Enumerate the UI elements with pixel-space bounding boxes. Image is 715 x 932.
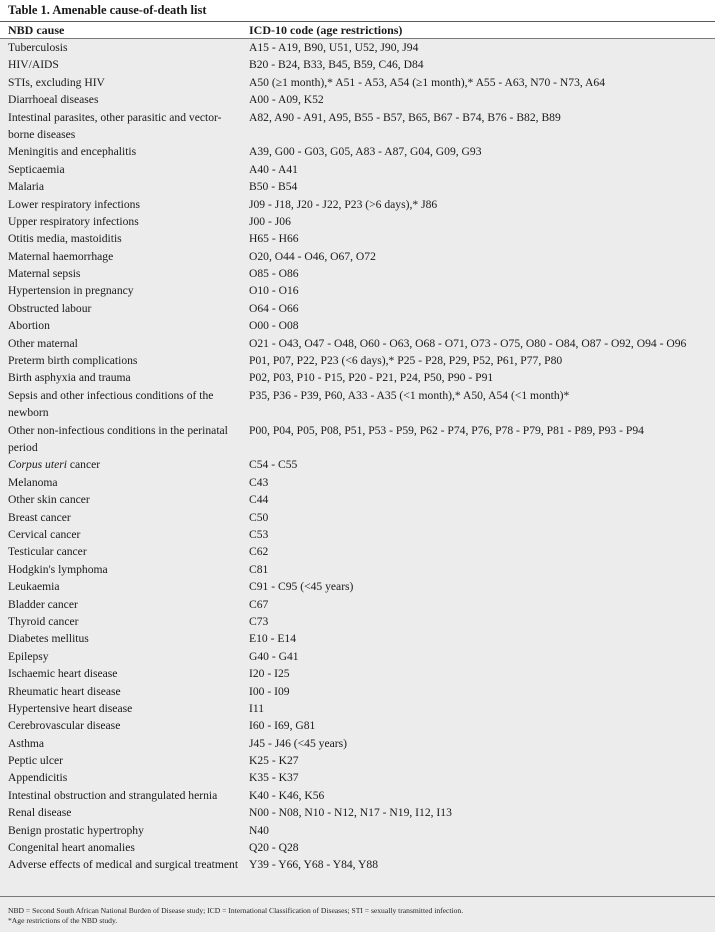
cause-cell: Birth asphyxia and trauma (8, 371, 131, 385)
cause-cell: STIs, excluding HIV (8, 75, 105, 89)
cause-cell: Diabetes mellitus (8, 632, 89, 646)
table-row (0, 56, 715, 73)
code-cell: N40 (249, 823, 269, 837)
table-row (0, 335, 715, 352)
table-row (0, 683, 715, 700)
cause-cell: Adverse effects of medical and surgical treatment (8, 858, 239, 872)
cause-cell: Renal disease (8, 806, 72, 820)
cause-cell (8, 456, 244, 473)
cause-cell: Congenital heart anomalies (8, 841, 135, 855)
table-row (0, 752, 715, 769)
code-cell: G40 - G41 (249, 649, 299, 663)
table-row (0, 248, 715, 265)
cause-cell: Melanoma (8, 475, 58, 489)
table-row (0, 787, 715, 804)
table-row (0, 700, 715, 717)
code-cell: I60 - I69, G81 (249, 719, 316, 733)
cause-cell: Upper respiratory infections (8, 214, 139, 228)
code-cell: B20 - B24, B33, B45, B59, C46, D84 (249, 58, 424, 72)
table-row (0, 491, 715, 508)
table-row (0, 735, 715, 752)
table-row (0, 822, 715, 839)
code-cell: O00 - O08 (249, 319, 299, 333)
code-cell: I20 - I25 (249, 667, 290, 681)
cause-cell: Leukaemia (8, 580, 60, 594)
cause-cell: Malaria (8, 180, 45, 194)
table-row (0, 300, 715, 317)
code-cell: K25 - K27 (249, 754, 299, 768)
cause-cell: Other maternal (8, 336, 78, 350)
table-row (0, 613, 715, 630)
code-cell: C50 (249, 510, 269, 524)
table-row (0, 265, 715, 282)
code-cell: P01, P07, P22, P23 (<6 days),* P25 - P28, P29, P52, P61, P77, P80 (249, 354, 563, 368)
code-cell: A15 - A19, B90, U51, U52, J90, J94 (249, 41, 419, 54)
cause-cell: Maternal haemorrhage (8, 249, 114, 263)
table-row (0, 578, 715, 595)
table-body (0, 39, 715, 891)
table-row (0, 596, 715, 613)
code-cell: C91 - C95 (<45 years) (249, 580, 354, 594)
code-cell: N00 - N08, N10 - N12, N17 - N19, I12, I13 (249, 806, 452, 820)
cause-cell: HIV/AIDS (8, 58, 59, 72)
table-row (0, 282, 715, 299)
cause-cell: Otitis media, mastoiditis (8, 232, 122, 246)
code-cell: O64 - O66 (249, 301, 299, 315)
table-row (0, 648, 715, 665)
table-row (0, 526, 715, 543)
table-row (0, 161, 715, 178)
footer-rule (0, 896, 715, 897)
code-cell: A00 - A09, K52 (249, 93, 324, 107)
table-row (0, 143, 715, 160)
cause-rest: cancer (66, 458, 101, 472)
cause-cell: Intestinal obstruction and strangulated hernia (8, 788, 218, 802)
table-row (0, 74, 715, 91)
code-cell: E10 - E14 (249, 632, 297, 646)
code-cell: J09 - J18, J20 - J22, P23 (>6 days),* J86 (249, 197, 438, 211)
code-cell: H65 - H66 (249, 232, 299, 246)
table-row (0, 474, 715, 491)
cause-cell: Maternal sepsis (8, 267, 81, 281)
table-row (0, 317, 715, 334)
cause-cell: Appendicitis (8, 771, 68, 785)
code-cell: C53 (249, 527, 269, 541)
footnote-abbreviations: NBD = Second South African National Burden of Disease study; ICD = International Classification of Diseases; STI = sexually transmitted infection. (8, 906, 464, 915)
cause-cell: Lower respiratory infections (8, 197, 140, 211)
code-cell: B50 - B54 (249, 180, 298, 194)
header-cause: NBD cause (8, 23, 65, 37)
table-row (0, 665, 715, 682)
cause-cell: Other skin cancer (8, 493, 90, 507)
code-cell: P00, P04, P05, P08, P51, P53 - P59, P62 - P74, P76, P78 - P79, P81 - P89, P93 - P94 (249, 423, 644, 437)
cause-cell: Hodgkin's lymphoma (8, 562, 108, 576)
footnotes (8, 906, 708, 926)
cause-italic: Corpus uteri (8, 458, 67, 472)
code-cell: C67 (249, 597, 269, 611)
table-row (0, 456, 715, 473)
cause-cell: Preterm birth complications (8, 354, 138, 368)
code-cell: C43 (249, 475, 269, 489)
code-cell: O21 - O43, O47 - O48, O60 - O63, O68 - O71, O73 - O75, O80 - O84, O87 - O92, O94 - O96 (249, 336, 687, 350)
code-cell: A40 - A41 (249, 162, 298, 176)
table-row (0, 543, 715, 560)
cause-cell: Other non-infectious conditions in the perinatal period (8, 423, 228, 455)
cause-cell: Hypertensive heart disease (8, 701, 133, 715)
cause-cell: Ischaemic heart disease (8, 667, 118, 681)
code-cell: C62 (249, 545, 269, 559)
code-cell: P35, P36 - P39, P60, A33 - A35 (<1 month),* A50, A54 (<1 month)* (249, 388, 570, 402)
code-cell: O20, O44 - O46, O67, O72 (249, 249, 376, 263)
code-cell: I00 - I09 (249, 684, 290, 698)
table-row (0, 230, 715, 247)
code-cell: I11 (249, 701, 265, 715)
cause-cell: Diarrhoeal diseases (8, 93, 99, 107)
cause-cell: Abortion (8, 319, 50, 333)
table-row (0, 839, 715, 856)
table-row (0, 856, 715, 891)
cause-cell: Obstructed labour (8, 301, 92, 315)
code-cell: K35 - K37 (249, 771, 299, 785)
code-cell: C73 (249, 614, 269, 628)
table-row (0, 39, 715, 56)
cause-cell: Septicaemia (8, 162, 65, 176)
code-cell: A82, A90 - A91, A95, B55 - B57, B65, B67 - B74, B76 - B82, B89 (249, 110, 561, 124)
code-cell: K40 - K46, K56 (249, 788, 325, 802)
cause-cell: Epilepsy (8, 649, 49, 663)
code-cell: C44 (249, 493, 269, 507)
cause-cell: Tuberculosis (8, 41, 68, 54)
table-row (0, 630, 715, 647)
cause-cell: Peptic ulcer (8, 754, 64, 768)
code-cell: Q20 - Q28 (249, 841, 299, 855)
table-row (0, 422, 715, 457)
cause-cell: Testicular cancer (8, 545, 87, 559)
table-header (0, 21, 715, 39)
code-cell: Y39 - Y66, Y68 - Y84, Y88 (249, 858, 379, 872)
table-row (0, 178, 715, 195)
cause-cell: Bladder cancer (8, 597, 78, 611)
cause-cell: Thyroid cancer (8, 614, 79, 628)
cause-cell: Meningitis and encephalitis (8, 145, 137, 159)
cause-cell: Cerebrovascular disease (8, 719, 121, 733)
code-cell: J00 - J06 (249, 214, 291, 228)
table-title: Table 1. Amenable cause-of-death list (0, 0, 715, 21)
cause-cell: Rheumatic heart disease (8, 684, 121, 698)
table-row (0, 561, 715, 578)
cause-cell: Sepsis and other infectious conditions of the newborn (8, 388, 214, 420)
code-cell: P02, P03, P10 - P15, P20 - P21, P24, P50, P90 - P91 (249, 371, 494, 385)
table-row (0, 387, 715, 422)
table-row (0, 769, 715, 786)
cause-cell: Asthma (8, 736, 45, 750)
code-cell: A50 (≥1 month),* A51 - A53, A54 (≥1 month),* A55 - A63, N70 - N73, A64 (249, 75, 606, 89)
cause-cell: Breast cancer (8, 510, 71, 524)
code-cell: C54 - C55 (249, 458, 298, 472)
table-row (0, 196, 715, 213)
table-row (0, 352, 715, 369)
header-code: ICD-10 code (age restrictions) (249, 23, 403, 37)
code-cell: O10 - O16 (249, 284, 299, 298)
cause-cell: Hypertension in pregnancy (8, 284, 134, 298)
code-cell: C81 (249, 562, 269, 576)
table-row (0, 369, 715, 386)
table-row (0, 717, 715, 734)
code-cell: J45 - J46 (<45 years) (249, 736, 347, 750)
cause-cell: Benign prostatic hypertrophy (8, 823, 144, 837)
code-cell: O85 - O86 (249, 267, 299, 281)
table-row (0, 509, 715, 526)
table-row (0, 213, 715, 230)
table-row (0, 91, 715, 108)
table-row (0, 109, 715, 144)
footnote-age-restrictions: *Age restrictions of the NBD study. (8, 916, 118, 925)
cause-cell: Intestinal parasites, other parasitic and vector-borne diseases (8, 110, 222, 141)
table-row (0, 804, 715, 821)
cause-cell: Cervical cancer (8, 527, 81, 541)
code-cell: A39, G00 - G03, G05, A83 - A87, G04, G09, G93 (249, 145, 482, 159)
